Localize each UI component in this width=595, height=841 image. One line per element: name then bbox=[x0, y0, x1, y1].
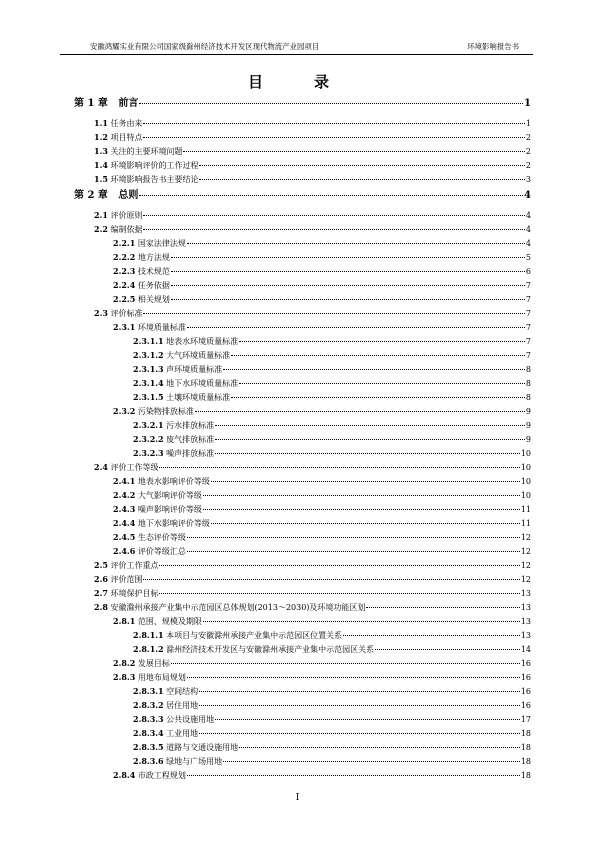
toc-dot-leader bbox=[239, 383, 525, 384]
toc-entry-number: 1.3 bbox=[94, 146, 108, 156]
toc-entry-title bbox=[133, 434, 214, 445]
toc-entry-number: 1.2 bbox=[94, 132, 108, 142]
toc-entry-page: 11 bbox=[520, 505, 531, 514]
toc-entry-title bbox=[133, 686, 198, 697]
toc-entry-title bbox=[113, 252, 170, 263]
toc-dot-leader bbox=[183, 151, 524, 152]
toc-entry-number: 2.3.1.5 bbox=[133, 392, 164, 402]
toc-entry[interactable] bbox=[133, 336, 531, 347]
toc-entry-number: 2.3.1.3 bbox=[133, 364, 164, 374]
toc-entry[interactable] bbox=[113, 252, 531, 263]
toc-entry-page: 14 bbox=[520, 645, 531, 654]
toc-entry[interactable] bbox=[113, 658, 531, 669]
toc-entry-title bbox=[113, 504, 202, 515]
toc-entry[interactable] bbox=[94, 210, 531, 221]
toc-entry-text: 国家法律法规 bbox=[137, 239, 186, 248]
toc-entry-title bbox=[113, 770, 186, 781]
toc-entry-text: 相关规划 bbox=[137, 295, 170, 304]
toc-entry[interactable] bbox=[94, 146, 531, 157]
toc-entry-number: 2.2.1 bbox=[113, 238, 136, 248]
toc-entry-title bbox=[133, 364, 222, 375]
toc-entry-page: 4 bbox=[524, 190, 531, 201]
toc-entry[interactable] bbox=[94, 602, 531, 613]
toc-dot-leader bbox=[211, 481, 520, 482]
toc-entry-text: 范围、规模及期限 bbox=[137, 617, 202, 626]
toc-entry-text: 编制依据 bbox=[110, 225, 143, 234]
toc-entry-page: 13 bbox=[520, 617, 531, 626]
toc-entry-text: 地方法规 bbox=[137, 253, 170, 262]
toc-entry-number: 2.4.6 bbox=[113, 546, 136, 556]
toc-entry-page: 13 bbox=[520, 589, 531, 598]
toc-entry-text: 地下水环境质量标准 bbox=[166, 379, 239, 388]
toc-entry-number: 2.3.1.4 bbox=[133, 378, 164, 388]
toc-entry-text: 技术规范 bbox=[137, 267, 170, 276]
toc-entry[interactable] bbox=[133, 728, 531, 739]
toc-entry-number: 2.8.3.6 bbox=[133, 756, 164, 766]
toc-entry-page: 16 bbox=[520, 659, 531, 668]
toc-entry-text: 环境质量标准 bbox=[137, 323, 186, 332]
toc-entry-text: 污水排放标准 bbox=[166, 421, 215, 430]
toc-entry[interactable] bbox=[94, 560, 531, 571]
toc-entry-title bbox=[133, 378, 238, 389]
toc-entry-title bbox=[94, 160, 198, 171]
toc-entry-page: 13 bbox=[520, 603, 531, 612]
toc-entry-title bbox=[133, 714, 214, 725]
toc-entry[interactable] bbox=[113, 238, 531, 249]
toc-entry-title bbox=[94, 224, 142, 235]
toc-entry-title bbox=[94, 210, 142, 221]
toc-entry-page: 8 bbox=[525, 393, 531, 402]
toc-dot-leader bbox=[139, 195, 523, 196]
toc-entry-number: 2.2.3 bbox=[113, 266, 136, 276]
toc-entry-number: 2.3.2.3 bbox=[133, 448, 164, 458]
toc-entry-title bbox=[94, 462, 158, 473]
toc-entry-number: 2.6 bbox=[94, 574, 108, 584]
toc-entry-text: 评价等级汇总 bbox=[137, 547, 186, 556]
toc-entry-text: 公共设施用地 bbox=[166, 715, 215, 724]
toc-dot-leader bbox=[171, 299, 525, 300]
toc-entry-number: 2.4.5 bbox=[113, 532, 136, 542]
toc-entry-text: 评价工作重点 bbox=[110, 561, 159, 570]
toc-entry-text: 项目特点 bbox=[110, 133, 143, 142]
toc-entry-title bbox=[94, 308, 142, 319]
toc-entry[interactable] bbox=[94, 588, 531, 599]
toc-entry-page: 7 bbox=[525, 281, 531, 290]
toc-entry-text: 污染物排放标准 bbox=[137, 407, 194, 416]
toc-entry-title bbox=[133, 700, 198, 711]
toc-entry-title bbox=[113, 280, 170, 291]
toc-entry-number: 2.5 bbox=[94, 560, 108, 570]
toc-entry-page: 2 bbox=[525, 133, 531, 142]
toc-entry-page: 18 bbox=[520, 743, 531, 752]
toc-entry-title bbox=[133, 392, 230, 403]
toc-entry-title bbox=[133, 448, 214, 459]
toc-dot-leader bbox=[366, 607, 519, 608]
toc-dot-leader bbox=[203, 509, 520, 510]
toc-entry-text: 环境保护目标 bbox=[110, 589, 159, 598]
toc-dot-leader bbox=[215, 719, 520, 720]
toc-dot-leader bbox=[171, 271, 525, 272]
toc-entry[interactable] bbox=[113, 406, 531, 417]
toc-dot-leader bbox=[143, 215, 524, 216]
toc-entry-number: 2.2.4 bbox=[113, 280, 136, 290]
toc-entry-number: 第 1 章 bbox=[74, 98, 108, 109]
toc-entry[interactable] bbox=[113, 672, 531, 683]
page-number: I bbox=[295, 793, 300, 803]
toc-dot-leader bbox=[139, 103, 523, 104]
toc-entry-page: 13 bbox=[520, 631, 531, 640]
toc-entry-text: 居住用地 bbox=[166, 701, 199, 710]
toc-entry[interactable] bbox=[94, 132, 531, 143]
toc-dot-leader bbox=[143, 123, 524, 124]
toc-entry-text: 土壤环境质量标准 bbox=[166, 393, 231, 402]
toc-entry-title bbox=[113, 238, 186, 249]
toc-entry-number: 2.8.3.4 bbox=[133, 728, 164, 738]
toc-dot-leader bbox=[239, 747, 520, 748]
toc-entry-title bbox=[113, 322, 186, 333]
toc-dot-leader bbox=[199, 705, 520, 706]
toc-entry-text: 关注的主要环境问题 bbox=[110, 147, 183, 156]
header-report-name: 安徽鸿耀实业有限公司国家级滁州经济技术开发区现代物流产业园项目 bbox=[90, 42, 320, 51]
toc-entry-title bbox=[94, 602, 365, 613]
toc-entry-page: 7 bbox=[525, 337, 531, 346]
toc-entry-title bbox=[113, 476, 210, 487]
toc-dot-leader bbox=[187, 677, 520, 678]
toc-entry[interactable] bbox=[113, 490, 531, 501]
toc-entry-page: 16 bbox=[520, 701, 531, 710]
toc-dot-leader bbox=[187, 537, 520, 538]
toc-entry-title bbox=[94, 146, 182, 157]
toc-entry-text: 总则 bbox=[118, 190, 139, 201]
toc-entry-text: 用地布局规划 bbox=[137, 673, 186, 682]
toc-entry-page: 12 bbox=[520, 533, 531, 542]
toc-entry-text: 前言 bbox=[118, 98, 139, 109]
toc-entry[interactable] bbox=[133, 644, 531, 655]
toc-dot-leader bbox=[159, 593, 519, 594]
toc-entry-title bbox=[133, 336, 238, 347]
toc-entry-title bbox=[133, 728, 198, 739]
toc-entry-page: 18 bbox=[520, 757, 531, 766]
toc-dot-leader bbox=[159, 565, 519, 566]
toc-entry[interactable] bbox=[94, 574, 531, 585]
toc-entry-number: 2.8.3.5 bbox=[133, 742, 164, 752]
toc-entry-text: 大气环境质量标准 bbox=[166, 351, 231, 360]
toc-entry-number: 2.3.1 bbox=[113, 322, 136, 332]
toc-dot-leader bbox=[195, 411, 525, 412]
toc-entry-title bbox=[113, 294, 170, 305]
toc-dot-leader bbox=[187, 243, 525, 244]
toc-entry-number: 2.2 bbox=[94, 224, 108, 234]
toc-entry[interactable] bbox=[94, 308, 531, 319]
toc-entry-number: 2.8.3 bbox=[113, 672, 136, 682]
toc-entry-number: 2.4.2 bbox=[113, 490, 136, 500]
toc-dot-leader bbox=[231, 355, 525, 356]
toc-dot-leader bbox=[343, 635, 520, 636]
toc-dot-leader bbox=[159, 467, 519, 468]
toc-entry-title bbox=[94, 118, 142, 129]
toc-entry-number: 2.8.2 bbox=[113, 658, 136, 668]
toc-entry-page: 4 bbox=[525, 211, 531, 220]
toc-entry-number: 2.8.1.1 bbox=[133, 630, 164, 640]
toc-entry[interactable] bbox=[113, 280, 531, 291]
toc-entry-text: 评价原则 bbox=[110, 211, 143, 220]
toc-entry-page: 1 bbox=[524, 98, 531, 109]
toc-entry-text: 评价范围 bbox=[110, 575, 143, 584]
toc-entry[interactable] bbox=[133, 434, 531, 445]
toc-entry-page: 2 bbox=[525, 161, 531, 170]
toc-entry-page: 16 bbox=[520, 687, 531, 696]
toc-entry-title bbox=[113, 490, 202, 501]
toc-entry-page: 9 bbox=[525, 421, 531, 430]
toc-dot-leader bbox=[143, 137, 524, 138]
toc-entry[interactable] bbox=[113, 504, 531, 515]
toc-entry-number: 2.3.1.1 bbox=[133, 336, 164, 346]
toc-entry-page: 8 bbox=[525, 379, 531, 388]
toc-entry-title bbox=[133, 644, 374, 655]
toc-entry[interactable] bbox=[133, 630, 531, 641]
toc-entry-text: 废气排放标准 bbox=[166, 435, 215, 444]
toc-entry-number: 2.4 bbox=[94, 462, 108, 472]
toc-entry-number: 2.2.5 bbox=[113, 294, 136, 304]
toc-entry-title bbox=[74, 186, 138, 201]
toc-dot-leader bbox=[199, 733, 520, 734]
toc-entry-number: 2.3.2 bbox=[113, 406, 136, 416]
toc-dot-leader bbox=[211, 523, 520, 524]
toc-entry-text: 地表水环境质量标准 bbox=[166, 337, 239, 346]
toc-entry[interactable] bbox=[133, 686, 531, 697]
toc-entry-title bbox=[113, 616, 202, 627]
toc-entry-number: 2.8.3.2 bbox=[133, 700, 164, 710]
header-document-type: 环境影响报告书 bbox=[467, 42, 519, 51]
toc-entry-text: 市政工程规划 bbox=[137, 771, 186, 780]
toc-dot-leader bbox=[215, 453, 520, 454]
toc-entry[interactable] bbox=[74, 94, 531, 109]
toc-entry-title bbox=[113, 406, 194, 417]
toc-entry-number: 2.3.2.2 bbox=[133, 434, 164, 444]
toc-entry-page: 7 bbox=[525, 295, 531, 304]
toc-dot-leader bbox=[187, 775, 520, 776]
toc-entry-page: 10 bbox=[520, 491, 531, 500]
toc-entry-number: 2.4.3 bbox=[113, 504, 136, 514]
toc-entry-title bbox=[94, 174, 198, 185]
toc-entry[interactable] bbox=[133, 364, 531, 375]
toc-dot-leader bbox=[203, 495, 520, 496]
toc-entry-number: 2.4.4 bbox=[113, 518, 136, 528]
toc-entry-page: 7 bbox=[525, 351, 531, 360]
toc-entry-title bbox=[94, 588, 158, 599]
toc-entry-number: 第 2 章 bbox=[74, 190, 108, 201]
toc-entry-number: 2.1 bbox=[94, 210, 108, 220]
toc-entry[interactable] bbox=[133, 714, 531, 725]
toc-dot-leader bbox=[199, 179, 524, 180]
toc-entry[interactable] bbox=[113, 770, 531, 781]
toc-entry-page: 7 bbox=[525, 323, 531, 332]
toc-entry-page: 3 bbox=[525, 175, 531, 184]
toc-dot-leader bbox=[199, 691, 520, 692]
toc-entry[interactable] bbox=[133, 392, 531, 403]
toc-entry-page: 10 bbox=[520, 463, 531, 472]
toc-entry-page: 4 bbox=[525, 239, 531, 248]
toc-entry-text: 噪声排放标准 bbox=[166, 449, 215, 458]
toc-entry-page: 12 bbox=[520, 575, 531, 584]
toc-entry-page: 2 bbox=[525, 147, 531, 156]
toc-entry-text: 地下水影响评价等级 bbox=[137, 519, 210, 528]
toc-entry-title bbox=[113, 532, 186, 543]
toc-entry-title bbox=[133, 630, 342, 641]
toc-entry[interactable] bbox=[133, 448, 531, 459]
toc-entry-title bbox=[133, 756, 222, 767]
toc-entry-text: 工业用地 bbox=[166, 729, 199, 738]
toc-entry[interactable] bbox=[133, 420, 531, 431]
toc-entry-page: 7 bbox=[525, 309, 531, 318]
toc-entry[interactable] bbox=[113, 518, 531, 529]
toc-entry-text: 环境影响报告书主要结论 bbox=[110, 175, 199, 184]
toc-entry[interactable] bbox=[133, 700, 531, 711]
toc-entry-text: 地表水影响评价等级 bbox=[137, 477, 210, 486]
toc-entry-number: 2.3.1.2 bbox=[133, 350, 164, 360]
toc-dot-leader bbox=[375, 649, 520, 650]
toc-entry-title bbox=[113, 266, 170, 277]
toc-entry-title bbox=[113, 658, 170, 669]
toc-dot-leader bbox=[143, 313, 524, 314]
toc-entry[interactable] bbox=[94, 118, 531, 129]
toc-entry[interactable] bbox=[113, 266, 531, 277]
toc-entry[interactable] bbox=[94, 462, 531, 473]
toc-entry-page: 11 bbox=[520, 519, 531, 528]
toc-entry[interactable] bbox=[94, 224, 531, 235]
toc-entry-text: 任务由来 bbox=[110, 119, 143, 128]
toc-entry-title bbox=[94, 132, 142, 143]
toc-entry[interactable] bbox=[94, 174, 531, 185]
toc-dot-leader bbox=[143, 229, 524, 230]
toc-entry-page: 5 bbox=[525, 253, 531, 262]
toc-entry[interactable] bbox=[133, 350, 531, 361]
toc-entry-text: 本项目与安徽滁州承接产业集中示范园区位置关系 bbox=[166, 631, 343, 640]
toc-entry-number: 2.8.3.3 bbox=[133, 714, 164, 724]
toc-entry-text: 安徽滁州承接产业集中示范园区总体规划(2013～2030)及环境功能区划 bbox=[110, 603, 366, 612]
toc-entry-text: 评价标准 bbox=[110, 309, 143, 318]
toc-entry-page: 9 bbox=[525, 407, 531, 416]
toc-entry-number: 2.2.2 bbox=[113, 252, 136, 262]
toc-entry-number: 2.8.1.2 bbox=[133, 644, 164, 654]
toc-entry-text: 滁州经济技术开发区与安徽滁州承接产业集中示范园区关系 bbox=[166, 645, 375, 654]
toc-entry-number: 2.7 bbox=[94, 588, 108, 598]
toc-dot-leader bbox=[171, 285, 525, 286]
toc-entry-text: 发展目标 bbox=[137, 659, 170, 668]
toc-dot-leader bbox=[223, 369, 525, 370]
toc-entry-page: 6 bbox=[525, 267, 531, 276]
toc-dot-leader bbox=[215, 439, 525, 440]
toc-dot-leader bbox=[143, 579, 519, 580]
toc-entry-title bbox=[94, 574, 142, 585]
toc-entry-title bbox=[113, 518, 210, 529]
toc-entry-text: 环境影响评价的工作过程 bbox=[110, 161, 199, 170]
toc-entry-text: 绿地与广场用地 bbox=[166, 757, 223, 766]
toc-entry-text: 噪声影响评价等级 bbox=[137, 505, 202, 514]
toc-dot-leader bbox=[171, 257, 525, 258]
toc-entry-text: 大气影响评价等级 bbox=[137, 491, 202, 500]
toc-dot-leader bbox=[215, 425, 525, 426]
toc-entry-title bbox=[113, 546, 186, 557]
toc-entry-number: 1.4 bbox=[94, 160, 108, 170]
toc-entry[interactable] bbox=[113, 546, 531, 557]
toc-entry-page: 12 bbox=[520, 561, 531, 570]
toc-dot-leader bbox=[231, 397, 525, 398]
toc-entry-number: 2.8.4 bbox=[113, 770, 136, 780]
toc-entry-page: 10 bbox=[520, 449, 531, 458]
toc-entry-title bbox=[133, 742, 238, 753]
toc-dot-leader bbox=[223, 761, 520, 762]
toc-entry-title bbox=[113, 672, 186, 683]
toc-entry-text: 空间结构 bbox=[166, 687, 199, 696]
toc-entry[interactable] bbox=[94, 160, 531, 171]
toc-entry-number: 2.8.1 bbox=[113, 616, 136, 626]
toc-entry[interactable] bbox=[113, 532, 531, 543]
toc-entry-page: 8 bbox=[525, 365, 531, 374]
toc-entry-page: 4 bbox=[525, 225, 531, 234]
toc-entry-page: 10 bbox=[520, 477, 531, 486]
toc-entry[interactable] bbox=[133, 378, 531, 389]
toc-dot-leader bbox=[187, 327, 525, 328]
toc-entry[interactable] bbox=[133, 742, 531, 753]
toc-entry-number: 1.5 bbox=[94, 174, 108, 184]
toc-entry[interactable] bbox=[113, 294, 531, 305]
toc-entry-page: 12 bbox=[520, 547, 531, 556]
toc-entry-title bbox=[94, 560, 158, 571]
toc-entry[interactable] bbox=[133, 756, 531, 767]
toc-entry[interactable] bbox=[113, 476, 531, 487]
toc-entry-number: 2.4.1 bbox=[113, 476, 136, 486]
toc-entry-number: 1.1 bbox=[94, 118, 108, 128]
toc-entry[interactable] bbox=[113, 616, 531, 627]
toc-entry-title bbox=[133, 350, 230, 361]
toc-dot-leader bbox=[199, 165, 524, 166]
toc-entry-number: 2.3 bbox=[94, 308, 108, 318]
toc-entry-title bbox=[133, 420, 214, 431]
toc-entry-number: 2.8.3.1 bbox=[133, 686, 164, 696]
toc-entry-page: 18 bbox=[520, 771, 531, 780]
toc-entry-page: 18 bbox=[520, 729, 531, 738]
toc-entry-page: 16 bbox=[520, 673, 531, 682]
toc-entry-number: 2.3.2.1 bbox=[133, 420, 164, 430]
toc-dot-leader bbox=[171, 663, 520, 664]
toc-entry-number: 2.8 bbox=[94, 602, 108, 612]
toc-entry-text: 生态评价等级 bbox=[137, 533, 186, 542]
toc-entry-text: 道路与交通设施用地 bbox=[166, 743, 239, 752]
toc-entry-text: 声环境质量标准 bbox=[166, 365, 223, 374]
toc-entry-page: 1 bbox=[525, 119, 531, 128]
toc-entry-page: 17 bbox=[520, 715, 531, 724]
toc-dot-leader bbox=[203, 621, 520, 622]
toc-dot-leader bbox=[187, 551, 520, 552]
page-title: 目 录 bbox=[247, 73, 347, 91]
toc-entry-text: 任务依据 bbox=[137, 281, 170, 290]
toc-entry-title bbox=[74, 94, 138, 109]
toc-entry-page: 9 bbox=[525, 435, 531, 444]
toc-entry-text: 评价工作等级 bbox=[110, 463, 159, 472]
toc-entry[interactable] bbox=[74, 186, 531, 201]
toc-dot-leader bbox=[239, 341, 525, 342]
toc-entry[interactable] bbox=[113, 322, 531, 333]
